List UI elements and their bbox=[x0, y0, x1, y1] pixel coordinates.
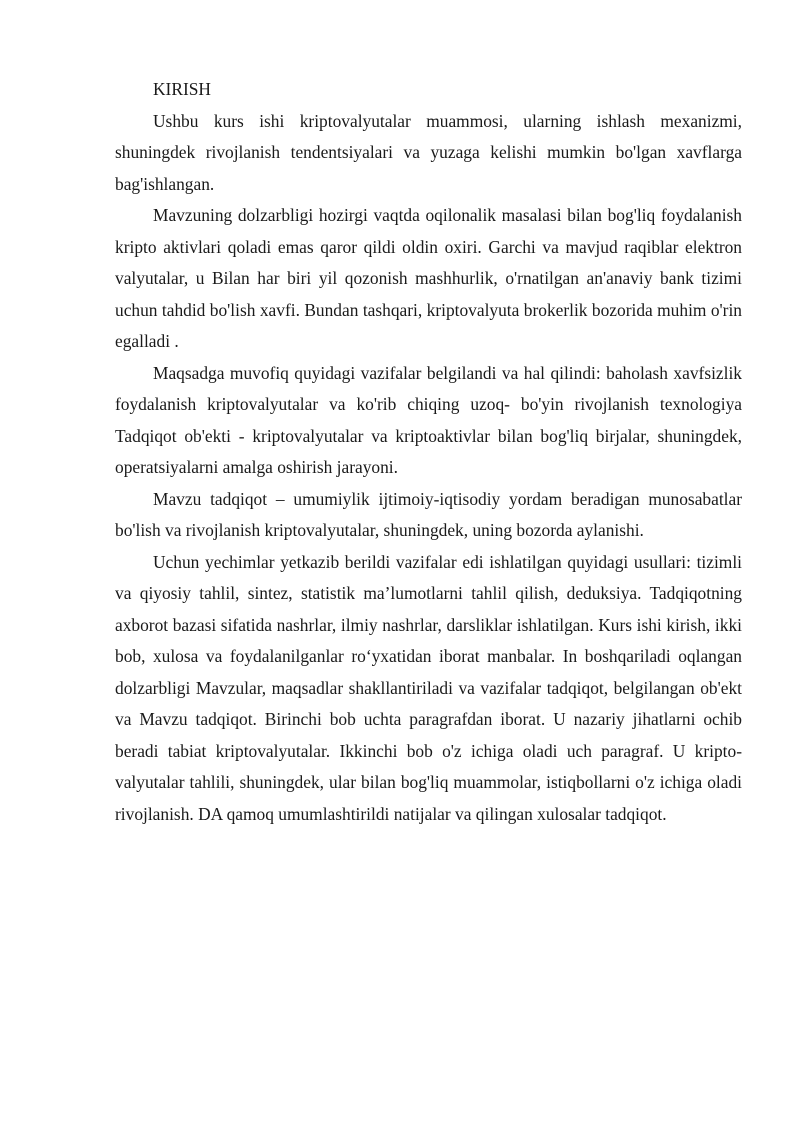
paragraph-subject: Mavzu tadqiqot – umumiylik ijtimoiy-iqtisodiy yordam beradigan munosabatlar bo'lish va rivojlanish kriptovalyutalar, shuningdek, uning bozorda aylanishi. bbox=[115, 488, 742, 540]
section-heading: KIRISH bbox=[153, 79, 211, 99]
document-body bbox=[115, 74, 742, 830]
paragraph-intro: Ushbu kurs ishi kriptovalyutalar muammosi, ularning ishlash mexanizmi, shuningdek rivojlanish tendentsiyalari va yuzaga kelishi mumkin bo'lgan xavflarga bag'ishlangan. bbox=[115, 110, 742, 194]
paragraph-relevance: Mavzuning dolzarbligi hozirgi vaqtda oqilonalik masalasi bilan bog'liq foydalanish kripto aktivlari qoladi emas qaror qildi oldin oxiri. Garchi va mavjud raqiblar elektron valyutalar, u Bilan har biri yil qozonish mashhurlik, o'rnatilgan an'anaviy bank tizimi uchun tahdid bo'lish xavfi. Bundan tashqari, kriptovalyuta brokerlik bozorida muhim o'rin egalladi . bbox=[115, 205, 742, 351]
paragraph-methods-structure: Uchun yechimlar yetkazib berildi vazifalar edi ishlatilgan quyidagi usullari: tizimli va qiyosiy tahlil, sintez, statistik ma’lumotlarni tahlil qilish, deduksiya. Tadqiqotning axborot bazasi sifatida nashrlar, ilmiy nashrlar, darsliklar ishlatilgan. Kurs ishi kirish, ikki bob, xulosa va foydalanilganlar ro‘yxatidan iborat manbalar. In boshqariladi oqlangan dolzarbligi Mavzular, maqsadlar shakllantiriladi va vazifalar tadqiqot, belgilangan ob'ekt va Mavzu tadqiqot. Birinchi bob uchta paragrafdan iborat. U nazariy jihatlarni ochib beradi tabiat kriptovalyutalar. Ikkinchi bob o'z ichiga oladi uch paragraf. U kripto-valyutalar tahlili, shuningdek, ular bilan bog'liq muammolar, istiqbollarni o'z ichiga oladi rivojlanish. DA qamoq umumlashtirildi natijalar va qilingan xulosalar tadqiqot. bbox=[115, 551, 742, 824]
paragraph-goals: Maqsadga muvofiq quyidagi vazifalar belgilandi va hal qilindi: baholash xavfsizlik foydalanish kriptovalyutalar va ko'rib chiqing uzoq- bo'yin rivojlanish texnologiya Tadqiqot ob'ekti - kriptovalyutalar va kriptoaktivlar bilan bog'liq birjalar, shuningdek, operatsiyalarni amalga oshirish jarayoni. bbox=[115, 362, 742, 477]
